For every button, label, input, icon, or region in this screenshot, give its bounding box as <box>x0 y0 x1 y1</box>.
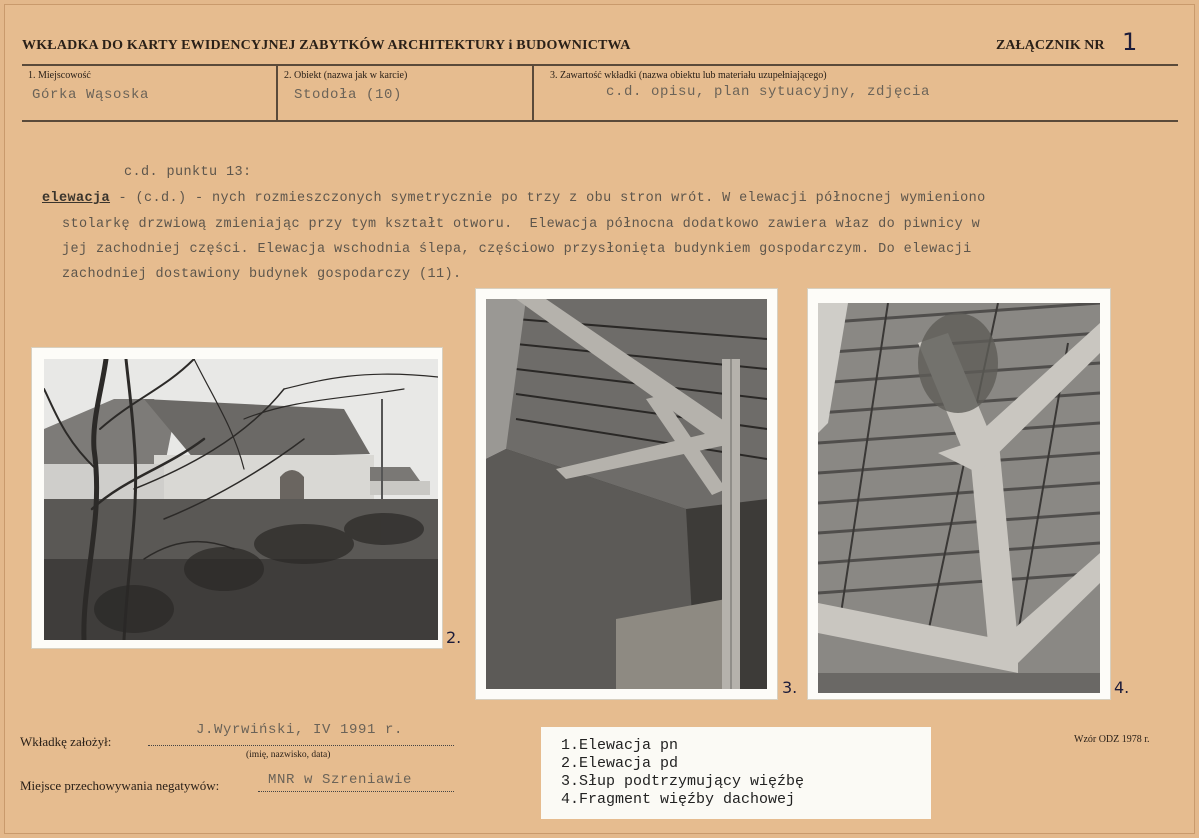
contents-label: 3. Zawartość wkładki (nazwa obiektu lub materiału uzupełniającego) <box>550 70 827 81</box>
author-label: Wkładkę założył: <box>20 734 112 749</box>
header-rule <box>22 64 1178 66</box>
field-divider <box>532 66 534 120</box>
form-title: WKŁADKA DO KARTY EWIDENCYJNEJ ZABYTKÓW ARCHITEKTURY i BUDOWNICTWA <box>22 38 631 53</box>
locality-value: Górka Wąsoska <box>32 87 150 103</box>
photo-interior-post <box>476 289 777 699</box>
barn-exterior-image <box>44 359 438 640</box>
photo-roof-truss <box>808 289 1110 699</box>
elevation-heading: elewacja <box>42 191 111 206</box>
attachment-label: ZAŁĄCZNIK NR <box>996 38 1105 53</box>
body-line-text: - (c.d.) - nych rozmieszczonych symetrycznie po trzy z obu stron wrót. W elewacji północnej wymieniono <box>110 191 986 206</box>
caption-line: 2.Elewacja pd <box>561 755 679 772</box>
caption-line: 3.Słup podtrzymujący więźbę <box>561 773 805 790</box>
object-label: 2. Obiekt (nazwa jak w karcie) <box>284 70 408 81</box>
field-divider <box>276 66 278 120</box>
fields-rule <box>22 120 1178 122</box>
storage-dotline <box>258 790 454 792</box>
form-code: Wzór ODZ 1978 r. <box>1074 734 1150 745</box>
attachment-number: 1 <box>1122 28 1138 56</box>
locality-label: 1. Miejscowość <box>28 70 91 81</box>
author-hint: (imię, nazwisko, data) <box>246 750 331 760</box>
roof-truss-image <box>818 303 1100 693</box>
body-line: c.d. punktu 13: <box>124 165 252 180</box>
author-value: J.Wyrwiński, IV 1991 r. <box>196 722 404 738</box>
photo-number: 4. <box>1114 678 1130 697</box>
contents-value: c.d. opisu, plan sytuacyjny, zdjęcia <box>606 84 931 100</box>
caption-line: 4.Fragment więźby dachowej <box>561 791 796 808</box>
photo-number: 3. <box>782 678 798 697</box>
object-value: Stodoła (10) <box>294 87 403 103</box>
photo-captions-box <box>541 727 931 819</box>
photo-barn-exterior <box>32 348 442 648</box>
body-line <box>42 186 986 212</box>
author-dotline <box>148 744 454 746</box>
body-line: jej zachodniej części. Elewacja wschodnia ślepa, częściowo przysłonięta budynkiem gospodarczym. Do elewacji <box>62 242 972 257</box>
interior-post-image <box>486 299 767 689</box>
body-line: zachodniej dostawiony budynek gospodarczy (11). <box>62 267 462 282</box>
storage-label: Miejsce przechowywania negatywów: <box>20 778 220 793</box>
caption-line: 1.Elewacja pn <box>561 737 679 754</box>
storage-value: MNR w Szreniawie <box>268 772 413 788</box>
body-line: stolarkę drzwiową zmieniając przy tym kształt otworu. Elewacja północna dodatkowo zawiera właz do piwnicy w <box>62 217 981 232</box>
photo-number: 2. <box>446 628 462 647</box>
